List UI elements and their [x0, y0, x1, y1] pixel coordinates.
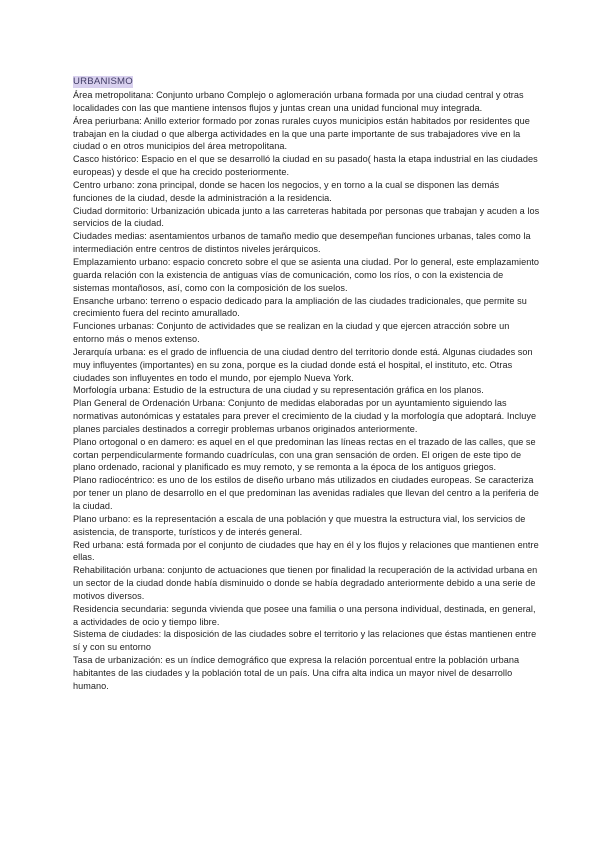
- glossary-entry: Centro urbano: zona principal, donde se hacen los negocios, y en torno a la cual se disponen las demás funciones de la ciudad, desde la administración a la residencia.: [73, 179, 500, 203]
- glossary-list: [73, 89, 540, 693]
- glossary-entry: Ciudades medias: asentamientos urbanos de tamaño medio que desempeñan funciones urbanas, tales como la intermediación entre centros de distintos niveles jerárquicos.: [73, 231, 531, 255]
- glossary-entry: Red urbana: está formada por el conjunto de ciudades que hay en él y los flujos y relaciones que mantienen entre ellas.: [73, 539, 539, 563]
- glossary-entry: Plano urbano: es la representación a escala de una población y que muestra la estructura vial, los servicios de asistencia, de transporte, turísticos y de interés general.: [73, 513, 526, 537]
- glossary-entry: Área metropolitana: Conjunto urbano Complejo o aglomeración urbana formada por una ciudad central y otras localidades con las que mantiene intensos flujos y juntas crean una unidad funcional muy integrada.: [73, 90, 524, 113]
- glossary-entry: Jerarquía urbana: es el grado de influencia de una ciudad dentro del territorio donde está. Algunas ciudades son muy influyentes (importantes) en su zona, porque es la ciudad donde está el hospital, el instituto, etc. Otras ciudades son influyentes en todo el mundo, por ejemplo Nueva York.: [73, 346, 533, 383]
- glossary-entry: Residencia secundaria: segunda vivienda que posee una familia o una persona individual, destinada, en general, a actividades de ocio y tiempo libre.: [73, 603, 536, 627]
- glossary-entry: Rehabilitación urbana: conjunto de actuaciones que tienen por finalidad la recuperación de la actividad urbana en un sector de la ciudad donde había disminuido o donde se había degradado anteriormente debido a una serie de motivos diversos.: [73, 565, 538, 601]
- glossary-entry: Área periurbana: Anillo exterior formado por zonas rurales cuyos municipios están habitados por residentes que trabajan en la ciudad o que alberga actividades en la que una parte importante de sus trabajadores vive en la ciudad o en otros municipios del área metropolitana.: [73, 115, 530, 152]
- glossary-entry: Plano radiocéntrico: es uno de los estilos de diseño urbano más utilizados en ciudades europeas. Se caracteriza por tener un plano de desarrollo en el que predominan las avenidas radiales que llevan del centro a la periferia de la ciudad.: [73, 475, 539, 511]
- glossary-entry: Ensanche urbano: terreno o espacio dedicado para la ampliación de las ciudades tradicionales, que permite su crecimiento fuera del recinto amurallado.: [73, 295, 527, 319]
- glossary-entry: Ciudad dormitorio: Urbanización ubicada junto a las carreteras habitada por personas que trabajan y acuden a los servicios de la ciudad.: [73, 205, 540, 229]
- glossary-entry: Sistema de ciudades: la disposición de las ciudades sobre el territorio y las relaciones que éstas mantienen entre sí y con su entorno: [73, 629, 537, 653]
- glossary-entry: Emplazamiento urbano: espacio concreto sobre el que se asienta una ciudad. Por lo general, este emplazamiento guarda relación con la existencia de antiguas vías de comunicación, como los ríos, o con la existencia de sistemas montañosos, así, como con la composición de los suelos.: [73, 256, 540, 293]
- glossary-entry: Morfología urbana: Estudio de la estructura de una ciudad y su representación gráfica en los planos.: [73, 385, 484, 396]
- glossary-entry: Funciones urbanas: Conjunto de actividades que se realizan en la ciudad y que ejercen atracción sobre un entorno más o menos extenso.: [73, 321, 510, 345]
- glossary-entry: Tasa de urbanización: es un índice demográfico que expresa la relación porcentual entre la población urbana habitantes de las ciudades y la población total de un país. Una cifra alta indica un mayor nivel de desarrollo humano.: [73, 655, 520, 691]
- document-title: URBANISMO: [73, 76, 133, 87]
- glossary-entry: Casco histórico: Espacio en el que se desarrolló la ciudad en su pasado( hasta la etapa industrial en las ciudades europeas) y desde el que ha crecido posteriormente.: [73, 154, 538, 178]
- glossary-entry: Plano ortogonal o en damero: es aquel en el que predominan las líneas rectas en el trazado de las calles, que se cortan perpendicularmente formando cuadrículas, con una gran sensación de orden. El origen de este tipo de plano ordenado, racional y planificado es muy remoto, y se remonta a la época de los antiguos griegos.: [73, 436, 536, 473]
- glossary-entry: Plan General de Ordenación Urbana: Conjunto de medidas elaboradas por un ayuntamiento siguiendo las normativas autonómicas y estatales para prever el crecimiento de la ciudad y la morfología que adoptará. Incluye planes parciales destinados a corregir problemas urbanos originados anteriormente.: [73, 398, 537, 434]
